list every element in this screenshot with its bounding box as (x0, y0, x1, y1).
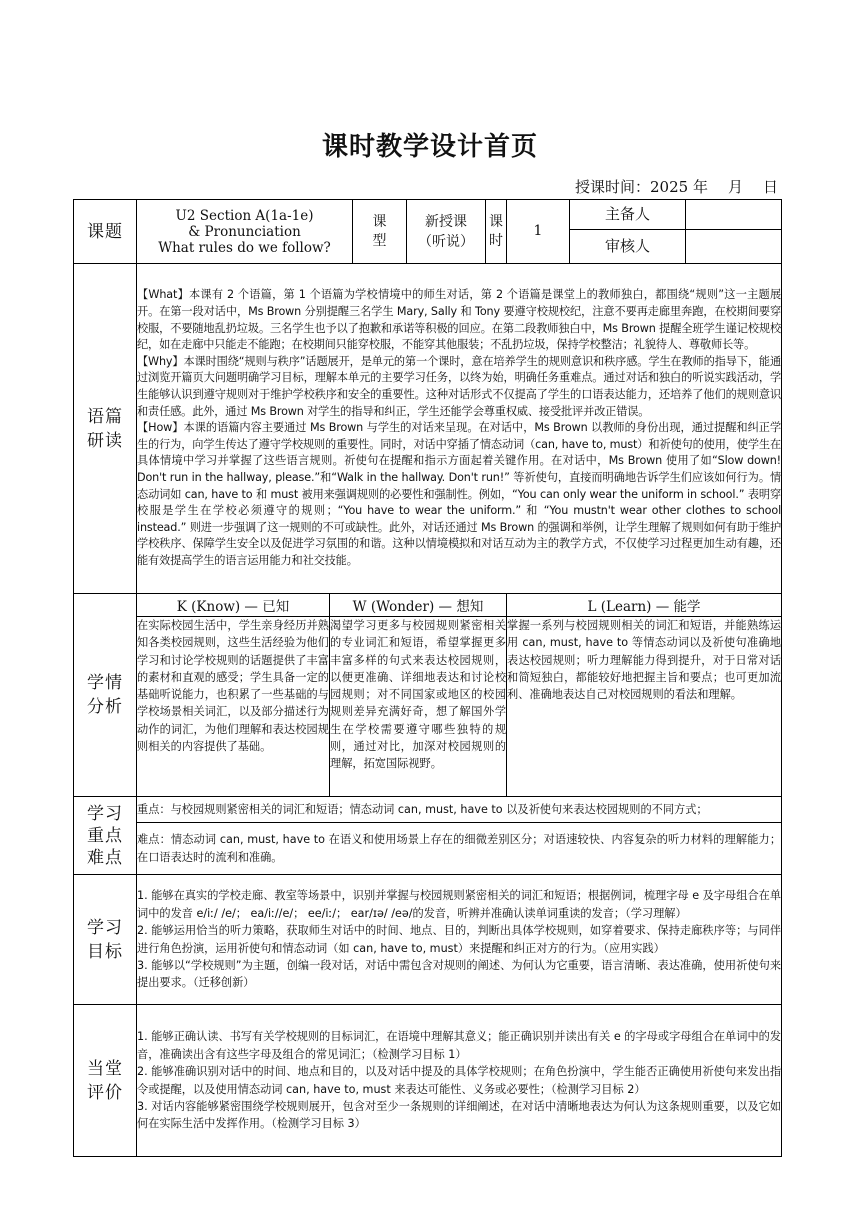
evaluation-item: 3. 对话内容能够紧密围绕学校规则展开，包含对至少一条规则的详细阐述，在对话中清晰地表达为何认为这条规则重要，以及它如何在实际生活中发挥作用。（检测学习目标 3） (137, 1099, 782, 1131)
objectives-content (137, 875, 782, 1005)
page-title: 课时教学设计首页 (321, 132, 538, 162)
kwl-know-head: K (Know) — 已知 (137, 594, 330, 617)
lead-value (686, 200, 782, 230)
date-label: 授课时间：2025 年 (575, 178, 708, 196)
reading-content (137, 264, 782, 594)
reading-label: 语篇研读 (74, 264, 137, 594)
periods-value: 1 (507, 200, 570, 264)
topic-line: What rules do we follow? (158, 239, 331, 256)
lesson-design-table (73, 199, 782, 1157)
evaluation-item: 1. 能够正确认读、书写有关学校规则的目标词汇，在语境中理解其意义；能正确识别并读出有关 e 的字母或字母组合在单词中的发音，准确读出含有这些字母及组合的常见词汇；（检测学习目标 1） (137, 1030, 782, 1061)
objectives-label: 学习目标 (74, 875, 137, 1005)
kwl-learn-text: 掌握一系列与校园规则相关的词汇和短语，并能熟练运用 can, must, have to 等情态动词以及祈使句准确地表达校园规则；听力理解能力得到提升，对于日常对话和简短独白，都能较好地把握主旨和要点；也可更加流利、准确地表达自己对校园规则的看法和理解。 (507, 617, 782, 797)
lead-label: 主备人 (570, 200, 686, 230)
kwl-wonder-head: W (Wonder) — 想知 (330, 594, 507, 617)
kwl-wonder-text: 渴望学习更多与校园规则紧密相关的专业词汇和短语，希望掌握更多丰富多样的句式来表达校园规则，以便更准确、详细地表达和讨论校园规则；对不同国家或地区的校园规则差异充满好奇，想了解国外学生在学校需要遵守哪些独特的规则，通过对比，加深对校园规则的理解，拓宽国际视野。 (330, 617, 507, 797)
date-month: 月 (727, 178, 743, 196)
reviewer-label: 审核人 (570, 230, 686, 264)
evaluation-content (137, 1005, 782, 1157)
evaluation-item: 2. 能够准确识别对话中的时间、地点和目的，以及对话中提及的具体学校规则；在角色扮演中，学生能否正确使用祈使句来发出指令或提醒，以及使用情态动词 can, have to, must 来表达可能性、义务或必要性；（检测学习目标 2） (137, 1065, 782, 1096)
reading-how: 【How】本课的语篇内容主要通过 Ms Brown 与学生的对话来呈现。在对话中，Ms Brown 以教师的身份出现，通过提醒和纠正学生的行为，向学生传达了遵守学校规则的重要性。同时，对话中穿插了情态动词（can, have to, must）和祈使句的使用，使学生在具体情境中学习并掌握了这些语言规则。祈使句在提醒和指示方面起着关键作用。在对话中，Ms Brown 使用了如“Slow down! Don't run in the hallway, please.”和“Walk in the hallway. Don't run!” 等祈使句，直接而明确地告诉学生们应该如何行为。情态动词如 can, have to 和 must 被用来强调规则的必要性和强制性。例如，“You can only wear the uniform in school.” 表明穿校服是学生在学校必须遵守的规则；“You have to wear the uniform.” 和 “You mustn't wear other clothes to school instead.” 则进一步强调了这一规则的不可或缺性。此外，对话还通过 Ms Brown 的强调和举例，让学生理解了规则如何有助于维护学校秩序、保障学生安全以及促进学习氛围的和谐。这种以情境模拟和对话互动为主的教学方式，不仅使学习过程更加生动有趣，还能有效提高学生的语言运用能力和社交技能。 (137, 421, 782, 567)
key-points-label: 学习重点难点 (74, 797, 137, 875)
kwl-learn-head: L (Learn) — 能学 (507, 594, 782, 617)
periods-label: 课时 (486, 200, 507, 264)
objective-item: 3. 能够以“学校规则”为主题，创编一段对话，对话中需包含对规则的阐述、为何认为它重要，语言清晰、表达准确，使用祈使句来提出要求。（迁移创新） (137, 958, 782, 990)
objective-item: 1. 能够在真实的学校走廊、教室等场景中，识别并掌握与校园规则紧密相关的词汇和短语；根据例词，梳理字母 e 及字母组合在单词中的发音 e/iː/ /e/； ea/iː//e/； ee/iː/； ear/ɪə/ /eə/的发音，听辨并准确认读单词重读的发音；（学习理解） (137, 889, 782, 920)
date-day: 日 (762, 178, 778, 196)
reviewer-value (686, 230, 782, 264)
topic-line: & Pronunciation (188, 223, 301, 240)
evaluation-label: 当堂评价 (74, 1005, 137, 1157)
analysis-label: 学情分析 (74, 594, 137, 797)
lesson-type-value: 新授课（听说） (407, 200, 486, 264)
topic-line: U2 Section A(1a-1e) (175, 207, 314, 224)
reading-why: 【Why】本课时围绕“规则与秩序”话题展开，是单元的第一个课时，意在培养学生的规则意识和秩序感。学生在教师的指导下，能通过浏览开篇页大问题明确学习目标，理解本单元的主要学习任务，以终为始，明确任务重难点。通过对话和独白的听说实践活动，学生能够认识到遵守规则对于维护学校秩序和安全的重要性。这种对话形式不仅提高了学生的口语表达能力，还培养了他们的规则意识和责任感。此外，通过 Ms Brown 对学生的指导和纠正，学生还能学会尊重权威、接受批评并改正错误。 (137, 354, 782, 418)
lesson-date (575, 176, 778, 197)
key-difficulty: 难点：情态动词 can, must, have to 在语义和使用场景上存在的细微差别区分；对语速较快、内容复杂的听力材料的理解能力；在口语表达时的流利和准确。 (137, 823, 782, 875)
reading-what: 【What】本课有 2 个语篇，第 1 个语篇为学校情境中的师生对话，第 2 个语篇是课堂上的教师独白，都围绕“规则”这一主题展开。在第一段对话中，Ms Brown 分别提醒三名学生 Mary, Sally 和 Tony 要遵守校规校纪，注意不要再走廊里奔跑，在校期间要穿校服，不要随地乱扔垃圾。三名学生也予以了抱歉和承诺等积极的回应。在第二段教师独白中，Ms Brown 提醒全班学生谨记校规校纪，如在走廊中只能走不能跑；在校期间只能穿校服，不能穿其他服装；不乱扔垃圾，保持学校整洁；礼貌待人、尊敬师长等。 (137, 288, 782, 352)
key-focus: 重点：与校园规则紧密相关的词汇和短语；情态动词 can, must, have to 以及祈使句来表达校园规则的不同方式； (137, 797, 782, 823)
lesson-type-label: 课型 (353, 200, 407, 264)
topic-label: 课题 (74, 200, 137, 264)
topic-value (137, 200, 353, 264)
kwl-know-text: 在实际校园生活中，学生亲身经历并熟知各类校园规则，这些生活经验为他们学习和讨论学校规则的话题提供了丰富的素材和直观的感受；学生具备一定的基础听说能力，也积累了一些基础的与学校场景相关词汇，以及部分描述行为动作的词汇，为他们理解和表达校园规则相关的内容提供了基础。 (137, 617, 330, 797)
objective-item: 2. 能够运用恰当的听力策略，获取师生对话中的时间、地点、目的，判断出具体学校规则，如穿着要求、保持走廊秩序等；与同伴进行角色扮演，运用祈使句和情态动词（如 can, have to, must）来提醒和纠正对方的行为。（应用实践） (137, 924, 782, 955)
